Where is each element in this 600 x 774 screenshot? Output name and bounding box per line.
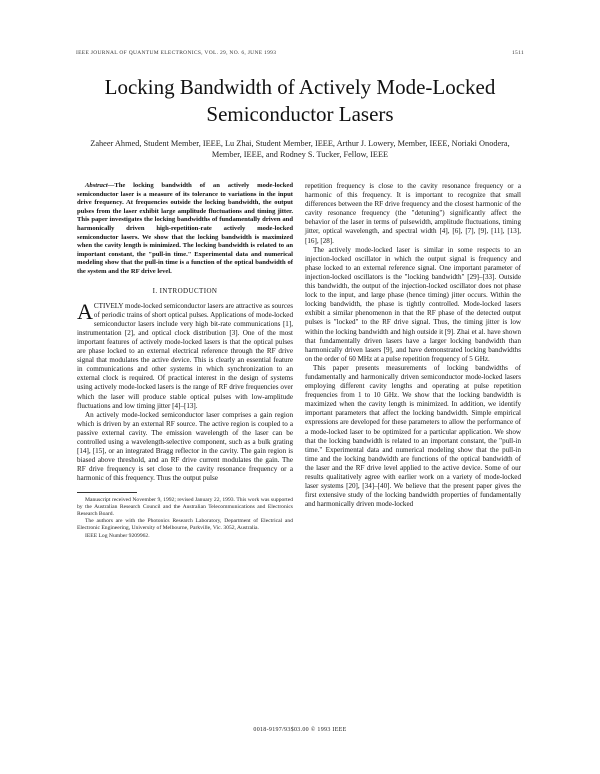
- left-column: [77, 182, 293, 540]
- running-header: [76, 50, 524, 56]
- right-column: [305, 182, 521, 509]
- author-list: Zaheer Ahmed, Student Member, IEEE, Lu Zhai, Student Member, IEEE, Arthur J. Lowery, Member, IEEE, Noriaki Onodera, Member, IEEE, and Rodney S. Tucker, Fellow, IEEE: [90, 139, 510, 159]
- abstract: [77, 182, 293, 277]
- footnote-affiliation: The authors are with the Photonics Research Laboratory, Department of Electrical and Electronic Engineering, University of Melbourne, Parkville, Vic. 3052, Australia.: [77, 518, 293, 532]
- right-paragraph-3: This paper presents measurements of locking bandwidths of fundamentally and harmonically driven semiconductor mode-locked lasers employing different cavity lengths and operating at pulse repetition frequencies from 1 to 10 GHz. We show that the locking bandwidth is maximized when the cavity length is minimized. In addition, we identify important parameters that affect the locking bandwidth. Simple empirical expressions are developed for these parameters to allow the performance of a mode-locked laser to be optimized for a particular application. We show that the locking bandwidth is related to an important constant, the "pull-in time." Experimental data and numerical modeling show that the pull-in time and the locking bandwidth are functions of the optical bandwidth of the laser and the RF drive level applied to the active device. Some of our results qualitatively agree with earlier work on a variety of mode-locked laser systems [20], [34]–[40]. We believe that the present paper gives the first extensive study of the locking bandwidth properties of fundamentally and harmonically driven mode-locked: [305, 363, 521, 509]
- right-paragraph-1: repetition frequency is close to the cavity resonance frequency or a harmonic of this frequency. It is important to recognize that small differences between the RF drive frequency and the closest harmonic of the cavity resonance frequency (the "detuning") significantly affect the behavior of the laser in terms of pulsewidth, amplitude fluctuations, timing jitter, optical wavelength, and spectral width [4], [6], [7], [9], [11], [13], [16], [28].: [305, 182, 521, 245]
- intro-paragraph-1-text: CTIVELY mode-locked semiconductor lasers are attractive as sources of periodic trains of short optical pulses. Applications of mode-locked semiconductor lasers include very high bit-rate communications [1], instrumentation [2], and optical clock distribution [3]. One of the most important features of actively mode-locked lasers is that the optical pulses are phase locked to an external electrical reference through the RF drive signal that modulates the active device. This is clearly an essential feature in communications and other systems in which synchronization to an external clock is required. Of practical interest in the design of systems using actively mode-locked lasers is the range of RF drive frequencies over which the laser will produce stable optical pulses with low-amplitude fluctuations and low timing jitter [4]–[13].: [77, 301, 293, 410]
- section-heading-introduction: I. INTRODUCTION: [152, 286, 218, 295]
- footnote-log-number: IEEE Log Number 9209962.: [85, 532, 150, 539]
- paper-title: Locking Bandwidth of Actively Mode-Locked Semiconductor Lasers: [104, 75, 496, 126]
- abstract-lead: Abstract—: [85, 182, 115, 189]
- footnote-divider: [77, 492, 137, 493]
- footnote-manuscript: Manuscript received November 9, 1992; revised January 22, 1993. This work was supported by the Australian Research Council and the Australian Telecommunications and Electronics Research Board.: [77, 496, 293, 517]
- journal-header: IEEE JOURNAL OF QUANTUM ELECTRONICS, VOL. 29, NO. 6, JUNE 1993: [76, 50, 277, 56]
- intro-paragraph-1: [77, 298, 293, 411]
- intro-paragraph-2: An actively mode-locked semiconductor laser comprises a gain region which is driven by an external RF source. The active region is coupled to a passive external cavity. The emission wavelength of the laser can be controlled using a wavelength-selective component, such as a bulk grating [14], [15], or an integrated Bragg reflector in the cavity. The gain region is biased above threshold, and an RF drive current modulates the gain. The RF drive frequency is set close to the cavity resonance frequency or a harmonic of this frequency. Thus the output pulse: [77, 410, 293, 483]
- page-number: 1511: [512, 50, 524, 56]
- copyright-code: 0018-9197/93$03.00 © 1993 IEEE: [253, 727, 347, 733]
- right-paragraph-2: The actively mode-locked laser is similar in some respects to an injection-locked oscillator in which the output signal is frequency and phase locked to an external reference signal. One important parameter of injection-locked oscillators is the "locking bandwidth" [29]–[33]. Outside this bandwidth, the output of the injection-locked oscillator does not phase lock to the input, and large phase (hence timing) jitter occurs. Within the locking bandwidth, the phase is tightly controlled. Mode-locked lasers exhibit a similar phenomenon in that the RF phase of the detected output pulses is "locked" to the RF drive signal. Thus, the timing jitter is low within the locking bandwidth and high outside it [9]. Zhai et al. have shown that fundamentally driven lasers have a larger locking bandwidth than harmonically driven lasers [9], and have demonstrated locking bandwidths on the order of 60 MHz at a pulse repetition frequency of 5 GHz.: [305, 245, 521, 363]
- abstract-text: The locking bandwidth of an actively mode-locked semiconductor laser is a measure of its tolerance to variations in the input drive frequency. At frequencies outside the locking bandwidth, the output pulses from the laser exhibit large amplitude fluctuations and timing jitter. This paper investigates the locking bandwidths of fundamentally driven and harmonically driven high-repetition-rate actively mode-locked semiconductor lasers. We show that the locking bandwidth is maximized when the cavity length is minimized. The locking bandwidth is related to an important constant, the "pull-in time." Experimental data and numerical modeling show that the pull-in time is a function of the optical bandwidth of the system and the RF drive level.: [77, 182, 293, 275]
- drop-cap: A: [77, 298, 93, 324]
